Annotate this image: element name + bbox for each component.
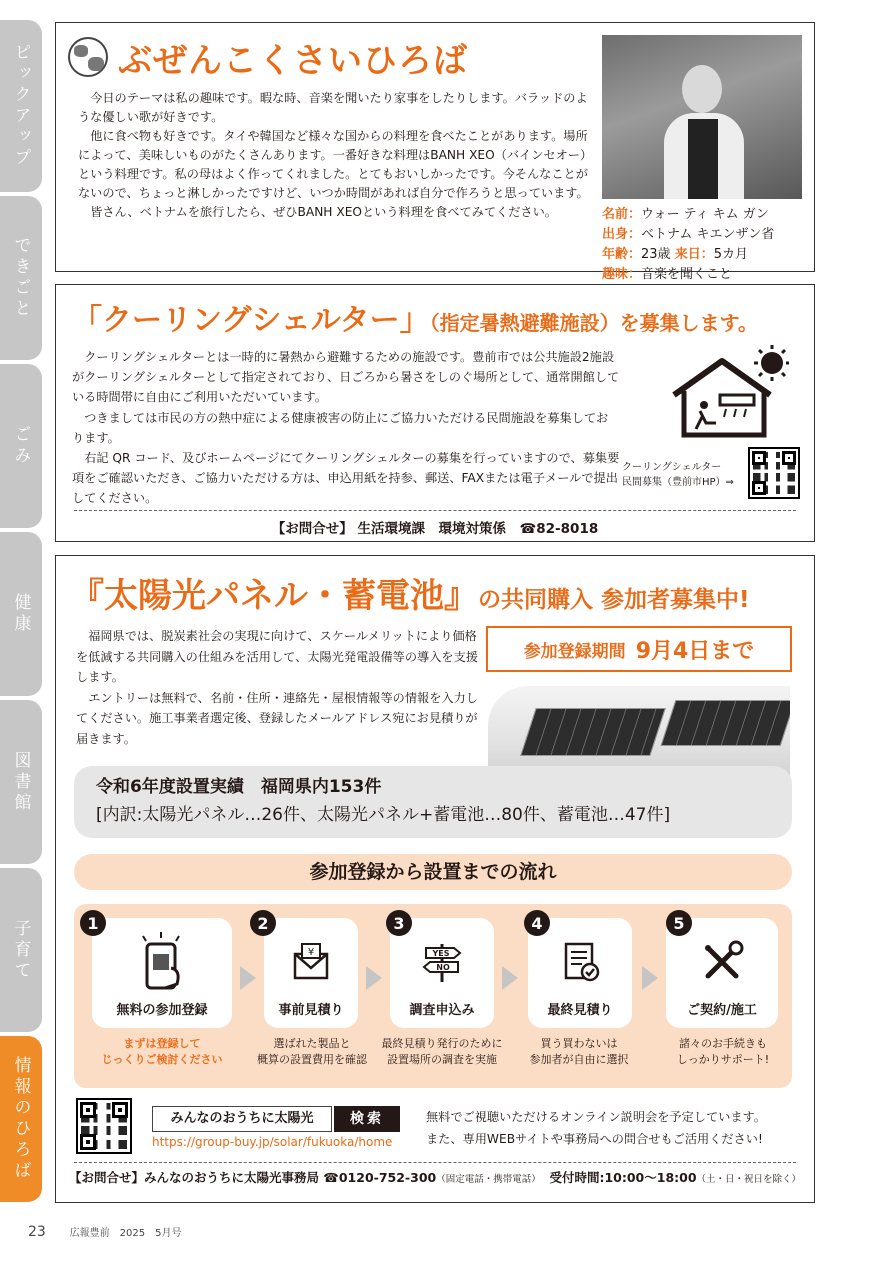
- svg-text:NO: NO: [436, 963, 450, 972]
- age-label: 年齢：: [602, 247, 642, 262]
- web-note: [426, 1106, 766, 1150]
- tools-icon: [700, 940, 744, 984]
- tab-childcare[interactable]: 子育て: [0, 868, 42, 1032]
- step-label: 事前見積り: [278, 1003, 344, 1018]
- step-number: 1: [80, 910, 106, 936]
- cool-contact: 【お問合せ】 生活環境課 環境対策係 ☎82-8018: [271, 521, 599, 537]
- contact-phone-note: （固定電話・携帯電話）: [436, 1174, 541, 1185]
- publication-name: 広報豊前 2025 5月号: [69, 1228, 182, 1239]
- profile-arrival: 5カ月: [713, 247, 748, 262]
- intl-body: [78, 89, 590, 222]
- solar-paragraph: 福岡県では、脱炭素社会の実現に向けて、スケールメリットにより価格を低減する共同購入の仕組みを活用して、太陽光発電設備等の導入を支援します。: [76, 629, 478, 685]
- tab-garbage[interactable]: ごみ: [0, 364, 42, 528]
- tab-info-plaza[interactable]: 情報のひろば: [0, 1036, 42, 1202]
- cool-paragraph: 右記 QR コード、及びホームページにてクーリングシェルターの募集を行っていますので、募集要項をご確認いただき、ご協力いただける方は、申込用紙を持参、郵送、FAXまたは電子メールで提出してください。: [72, 451, 620, 506]
- site-url-link[interactable]: https://group-buy.jp/solar/fukuoka/home: [152, 1135, 393, 1149]
- svg-text:¥: ¥: [307, 947, 315, 958]
- results-breakdown: [内訳:太陽光パネル…26件、太陽光パネル+蓄電池…80件、蓄電池…47件]: [96, 805, 671, 825]
- cool-title-main: 「クーリングシェルター」: [72, 303, 430, 338]
- flow-arrow: [366, 966, 382, 990]
- flow-arrow: [240, 966, 256, 990]
- step-number: 5: [666, 910, 692, 936]
- step-label: 最終見積り: [547, 1003, 613, 1018]
- globe-icon: [68, 37, 108, 77]
- tab-events[interactable]: できごと: [0, 196, 42, 360]
- flow-step-4: [528, 918, 632, 1028]
- cool-body: [72, 347, 620, 509]
- search-button[interactable]: 検索: [334, 1106, 400, 1132]
- yes-no-sign-icon: [420, 940, 464, 984]
- profile-age: 23歳: [641, 247, 671, 262]
- origin-label: 出身：: [602, 227, 642, 242]
- hobby-label: 趣味：: [602, 267, 642, 282]
- flow-step-3: [390, 918, 494, 1028]
- profile-name: ウォー ティ キム ガン: [641, 207, 769, 222]
- web-note-line: 無料でご視聴いただけるオンライン説明会を予定しています。: [426, 1110, 766, 1124]
- flow-title: 参加登録から設置までの流れ: [74, 854, 792, 890]
- intl-plaza-section: [55, 22, 815, 282]
- web-note-line: また、専用WEBサイトや事務局への問合せもご活用ください!: [426, 1132, 763, 1146]
- contact-hours-note: （土・日・祝日を除く）: [696, 1174, 802, 1185]
- step-desc: 選ばれた製品と 概算の設置費用を確認: [257, 1037, 367, 1066]
- solar-title-main: 『太陽光パネル・蓄電池』: [70, 576, 478, 616]
- cool-paragraph: クーリングシェルターとは一時的に暑熱から避難するための施設です。豊前市では公共施設2施設がクーリングシェルターとして指定されており、日ごろから暑さをしのぐ場所として、通常開館している時間帯に自由にご利用いただいています。: [72, 350, 620, 405]
- profile-card: [602, 205, 774, 285]
- dashed-divider: [74, 1162, 796, 1163]
- step-label: 無料の参加登録: [116, 1003, 208, 1018]
- cooling-shelter-section: [55, 284, 815, 542]
- qr-label: [622, 460, 746, 490]
- contact-hours: 受付時間:10:00〜18:00: [549, 1170, 697, 1185]
- intl-title: ぶぜんこくさいひろば: [118, 41, 468, 81]
- name-label: 名前：: [602, 207, 642, 222]
- step-label: 調査申込み: [409, 1003, 475, 1018]
- page-number: 23: [28, 1224, 46, 1240]
- results-box: [74, 766, 792, 838]
- cool-title: [72, 295, 758, 339]
- qr-label-line: クーリングシェルター: [622, 462, 722, 473]
- qr-label-line: 民間募集（豊前市HP）⇒: [622, 477, 734, 488]
- step-desc: 諸々のお手続きも しっかりサポート!: [676, 1037, 770, 1066]
- flow-step-1: [92, 918, 232, 1028]
- flow-steps: [74, 904, 792, 1088]
- flow-step-2: [264, 918, 358, 1028]
- page-footer: [28, 1224, 181, 1240]
- intl-paragraph: 他に食べ物も好きです。タイや韓国など様々な国からの料理を食べたことがあります。場所によって、美味しいものがたくさんあります。一番好きな料理はBANH XEO（バインセオー）という料理です。私の母はよく作ってくれました。とてもおいしかったです。今そんなことがないので、ちょっと淋しかったですけど、いつか時間があれば自分で作ろうと思っています。: [78, 129, 589, 200]
- cool-paragraph: つきましては市民の方の熱中症による健康被害の防止にご協力いただける民間施設を募集しております。: [72, 410, 609, 445]
- document-check-icon: [558, 940, 602, 984]
- intl-paragraph: 皆さん、ベトナムを旅行したら、ぜひBANH XEOという料理を食べてみてください。: [90, 205, 557, 219]
- flow-arrow: [642, 966, 658, 990]
- arrival-label: 来日：: [674, 247, 714, 262]
- website-bar: [56, 1098, 814, 1158]
- solar-body: [76, 626, 486, 750]
- svg-text:YES: YES: [432, 949, 450, 958]
- site-search-term[interactable]: みんなのおうちに太陽光: [152, 1106, 332, 1132]
- solar-qr-code[interactable]: [76, 1098, 132, 1154]
- tab-library[interactable]: 図書館: [0, 700, 42, 864]
- step-desc: まずは登録して じっくりご検討ください: [101, 1037, 223, 1066]
- solar-contact: [56, 1168, 814, 1186]
- dashed-divider: [74, 510, 796, 511]
- solar-paragraph: エントリーは無料で、名前・住所・連絡先・屋根情報等の情報を入力してください。施工事業者選定後、登録したメールアドレス宛にお見積りが届きます。: [76, 690, 478, 746]
- intl-paragraph: 今日のテーマは私の趣味です。暇な時、音楽を聞いたり家事をしたりします。バラッドのような優しい歌が好きです。: [78, 91, 588, 124]
- profile-origin: ベトナム キエンザン省: [641, 227, 775, 242]
- period-label: 参加登録期間: [523, 641, 626, 662]
- solar-title-sub: の共同購入 参加者募集中!: [478, 587, 750, 613]
- solar-title: [70, 568, 750, 617]
- step-number: 4: [524, 910, 550, 936]
- registration-period: [486, 626, 792, 672]
- cool-title-sub: （指定暑熱避難施設）を募集します。: [429, 311, 759, 335]
- step-desc: 買う買わないは 参加者が自由に選択: [529, 1037, 629, 1066]
- tab-pickup[interactable]: ピックアップ: [0, 20, 42, 192]
- step-desc: 最終見積り発行のために 設置場所の調査を実施: [381, 1037, 503, 1066]
- cool-qr-code[interactable]: [748, 447, 800, 499]
- phone-icon: [135, 932, 189, 992]
- profile-hobby: 音楽を聞くこと: [641, 267, 733, 282]
- results-summary: 令和6年度設置実績 福岡県内153件: [96, 777, 382, 797]
- solar-section: [55, 555, 815, 1203]
- step-label: ご契約/施工: [687, 1003, 757, 1018]
- period-date: 9月4日まで: [635, 638, 755, 664]
- step-number: 3: [386, 910, 412, 936]
- contact-main: 【お問合せ】みんなのおうちに太陽光事務局 ☎0120-752-300: [68, 1170, 437, 1185]
- envelope-yen-icon: [289, 940, 333, 984]
- step-number: 2: [250, 910, 276, 936]
- tab-health[interactable]: 健康: [0, 532, 42, 696]
- portrait-photo: [602, 35, 802, 199]
- flow-arrow: [502, 966, 518, 990]
- cooling-house-icon: [670, 343, 790, 443]
